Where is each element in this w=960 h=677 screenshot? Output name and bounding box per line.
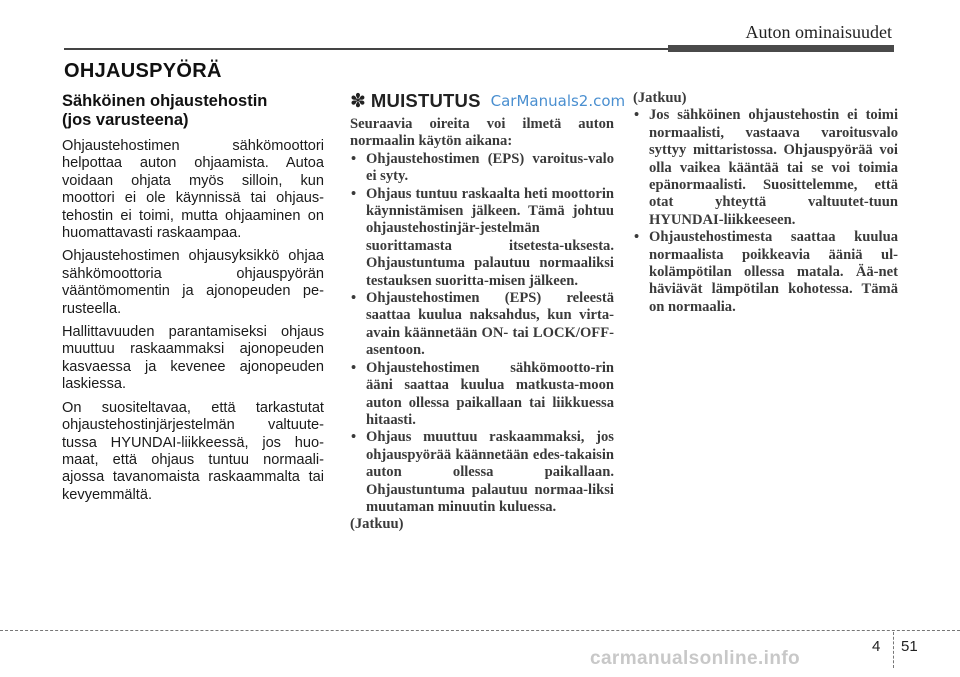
column-3 bbox=[633, 90, 898, 316]
paragraph-2: Ohjaustehostimen ohjausyksikkö ohjaa sähkömoottoria ohjauspyörän vääntömomentin ja ajonopeuden pe-rusteella. bbox=[62, 248, 324, 317]
subsection-heading bbox=[62, 92, 324, 130]
column-2-note bbox=[350, 88, 626, 534]
site-watermark: carmanualsonline.info bbox=[590, 648, 801, 669]
subsection-heading-line-2: (jos varusteena) bbox=[62, 111, 189, 129]
note-header bbox=[350, 88, 626, 114]
continued-list-item: • Jos sähköinen ohjaustehostin ei toimi normaalisti, vastaava varoitusvalo syttyy mittaristossa. Ohjauspyörää voi olla vaikea kääntää tai se voi toimia epänormaalisti. Suosittelemme, että otat yhteyttä valtuutet-tuun HYUNDAI-liikkeeseen. bbox=[633, 107, 898, 229]
header-accent-bar bbox=[668, 45, 894, 52]
continued-list-item: • Ohjaustehostimesta saattaa kuulua normaalista poikkeavia ääniä ul-kolämpötilan ollessa matala. Ää-net häviävät lämpötilan kohotessa. Tämä on normaalia. bbox=[633, 229, 898, 316]
continued-list bbox=[633, 107, 898, 316]
note-list-item: • Ohjaustehostimen sähkömootto-rin ääni saattaa kuulua matkusta-moon auton ollessa paikallaan tai liikkuessa hitaasti. bbox=[350, 360, 614, 430]
note-list-item: • Ohjaustehostimen (EPS) releestä saattaa kuulua naksahdus, kun virta-avain käännetään ON- tai LOCK/OFF-asentoon. bbox=[350, 290, 614, 360]
note-body bbox=[350, 116, 614, 534]
section-title: OHJAUSPYÖRÄ bbox=[64, 60, 222, 82]
note-list-item: • Ohjaustehostimen (EPS) varoitus-valo ei syty. bbox=[350, 151, 614, 186]
note-list bbox=[350, 151, 614, 517]
paragraph-4: On suositeltavaa, että tarkastutat ohjaustehostinjärjestelmän valtuute-tussa HYUNDAI-liikkeessä, jos huo-maat, että ohjaus tuntuu normaali-ajossa tavanomaista raskaammalta tai kevyemmältä. bbox=[62, 399, 324, 503]
note-star-icon: ✽ bbox=[350, 90, 366, 112]
note-label: MUISTUTUS bbox=[370, 90, 481, 111]
note-continued: (Jatkuu) bbox=[350, 516, 404, 533]
header-rule bbox=[64, 48, 668, 50]
note-list-item: • Ohjaus tuntuu raskaalta heti moottorin käynnistämisen jälkeen. Tämä johtuu ohjaustehostinjär-jestelmän suorittamasta itsetesta-uksesta. Ohjaustuntuma palautuu normaaliksi testauksen suoritta-misen jälkeen. bbox=[350, 186, 614, 290]
subsection-heading-line-1: Sähköinen ohjaustehostin bbox=[62, 92, 268, 110]
continued-label: (Jatkuu) bbox=[633, 90, 687, 106]
watermark-text: CarManuals2.com bbox=[490, 92, 626, 110]
footer-divider bbox=[893, 632, 894, 668]
paragraph-1: Ohjaustehostimen sähkömoottori helpottaa auton ohjaamista. Autoa voidaan ohjata myös silloin, kun moottori ei ole käynnissä tai ohjaus-tehostin ei toimi, mutta ohjaaminen on huomattavasti raskaampaa. bbox=[62, 138, 324, 242]
paragraph-3: Hallittavuuden parantamiseksi ohjaus muuttuu raskaammaksi ajonopeuden kasvaessa ja kevenee ajonopeuden laskiessa. bbox=[62, 324, 324, 393]
note-list-item: • Ohjaus muuttuu raskaammaksi, jos ohjauspyörää käännetään edes-takaisin auton ollessa paikallaan. Ohjaustuntuma palautuu normaa-liksi muutaman minuutin kuluessa. bbox=[350, 429, 614, 516]
chapter-number: 4 bbox=[872, 638, 881, 655]
footer-rule bbox=[0, 630, 960, 631]
column-1 bbox=[62, 92, 324, 510]
note-intro: Seuraavia oireita voi ilmetä auton normaalin käytön aikana: bbox=[350, 116, 614, 150]
page-header-title: Auton ominaisuudet bbox=[745, 22, 892, 42]
page-number: 51 bbox=[901, 638, 918, 655]
